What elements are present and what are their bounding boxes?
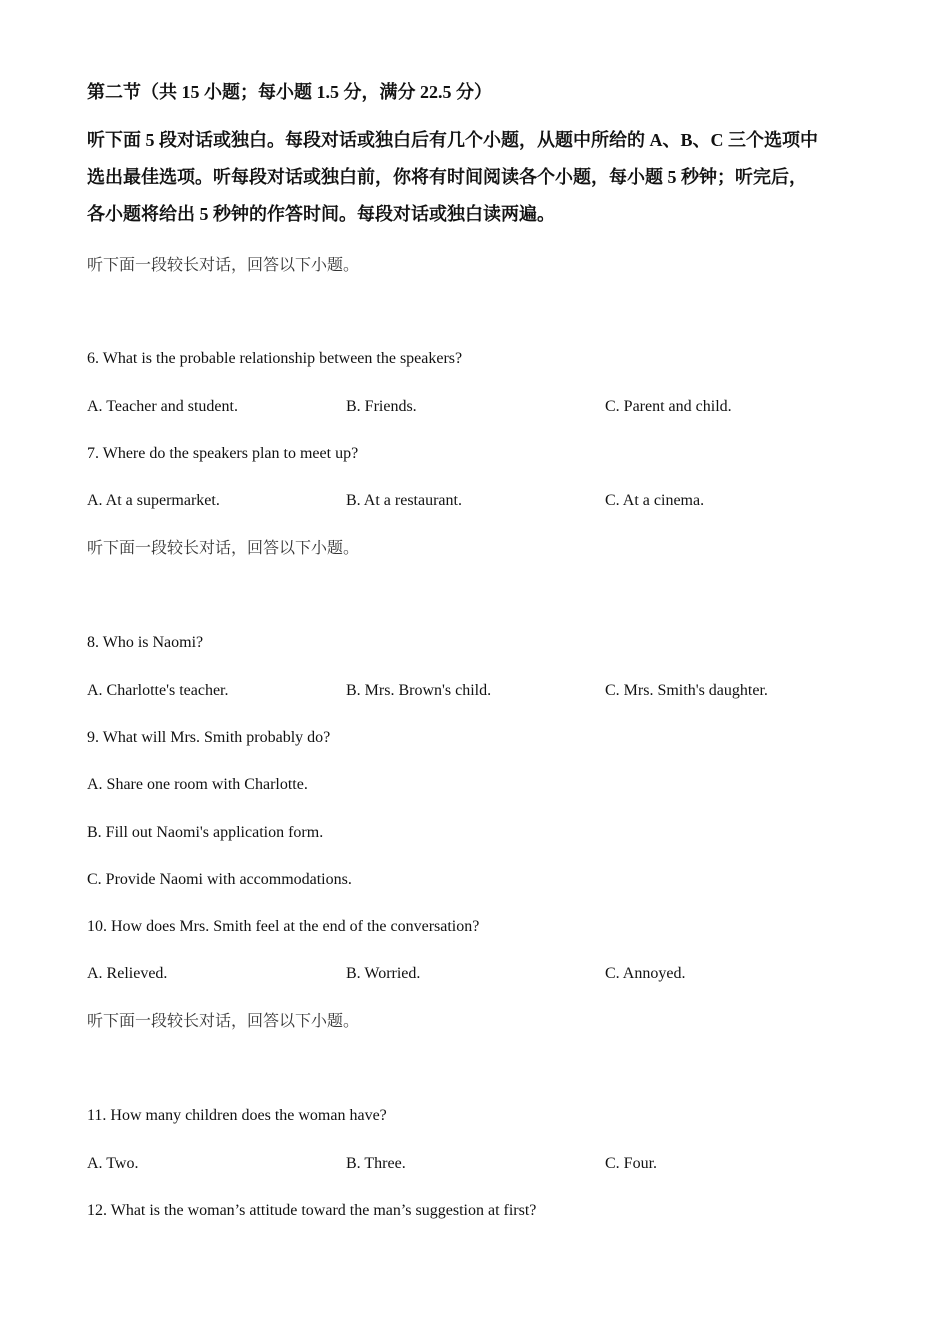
question-8: 8. Who is Naomi?	[87, 634, 204, 651]
option-a: A. At a supermarket.	[87, 492, 220, 509]
option-c: C. Annoyed.	[605, 965, 686, 982]
question-7: 7. Where do the speakers plan to meet up?	[87, 445, 359, 462]
option-b: B. Three.	[346, 1155, 406, 1172]
dialogue-note: 听下面一段较长对话，回答以下小题。	[87, 1013, 360, 1030]
dialogue-note: 听下面一段较长对话，回答以下小题。	[87, 257, 360, 274]
question-11: 11. How many children does the woman have?	[87, 1107, 387, 1124]
question-6: 6. What is the probable relationship between the speakers?	[87, 350, 463, 367]
option-b: B. Mrs. Brown's child.	[346, 682, 492, 699]
question-9-option-c: C. Provide Naomi with accommodations.	[87, 871, 352, 888]
instruction-line: 选出最佳选项。听每段对话或独白前，你将有时间阅读各个小题，每小题 5 秒钟；听完后，	[87, 167, 807, 187]
question-6-options	[87, 397, 867, 417]
option-b: B. Friends.	[346, 398, 417, 415]
option-c: C. Parent and child.	[605, 398, 732, 415]
question-8-options	[87, 681, 867, 701]
instruction-line: 各小题将给出 5 秒钟的作答时间。每段对话或独白读两遍。	[87, 204, 555, 224]
question-7-options	[87, 491, 867, 511]
option-c: C. Four.	[605, 1155, 658, 1172]
option-b: B. At a restaurant.	[346, 492, 462, 509]
question-10-options	[87, 964, 867, 984]
option-c: C. At a cinema.	[605, 492, 705, 509]
instruction-line: 听下面 5 段对话或独白。每段对话或独白后有几个小题，从题中所给的 A、B、C 三个选项中	[87, 130, 818, 150]
dialogue-note: 听下面一段较长对话，回答以下小题。	[87, 540, 360, 557]
option-b: B. Worried.	[346, 965, 421, 982]
question-9-option-a: A. Share one room with Charlotte.	[87, 776, 308, 793]
section-instructions	[87, 122, 867, 233]
question-12: 12. What is the woman’s attitude toward the man’s suggestion at first?	[87, 1202, 537, 1219]
question-11-options	[87, 1154, 867, 1174]
section-heading: 第二节（共 15 小题；每小题 1.5 分，满分 22.5 分）	[87, 82, 492, 102]
question-10: 10. How does Mrs. Smith feel at the end of the conversation?	[87, 918, 480, 935]
question-9: 9. What will Mrs. Smith probably do?	[87, 729, 331, 746]
option-a: A. Two.	[87, 1155, 139, 1172]
option-a: A. Charlotte's teacher.	[87, 682, 229, 699]
option-c: C. Mrs. Smith's daughter.	[605, 682, 768, 699]
option-a: A. Relieved.	[87, 965, 168, 982]
option-a: A. Teacher and student.	[87, 398, 238, 415]
question-9-option-b: B. Fill out Naomi's application form.	[87, 824, 324, 841]
